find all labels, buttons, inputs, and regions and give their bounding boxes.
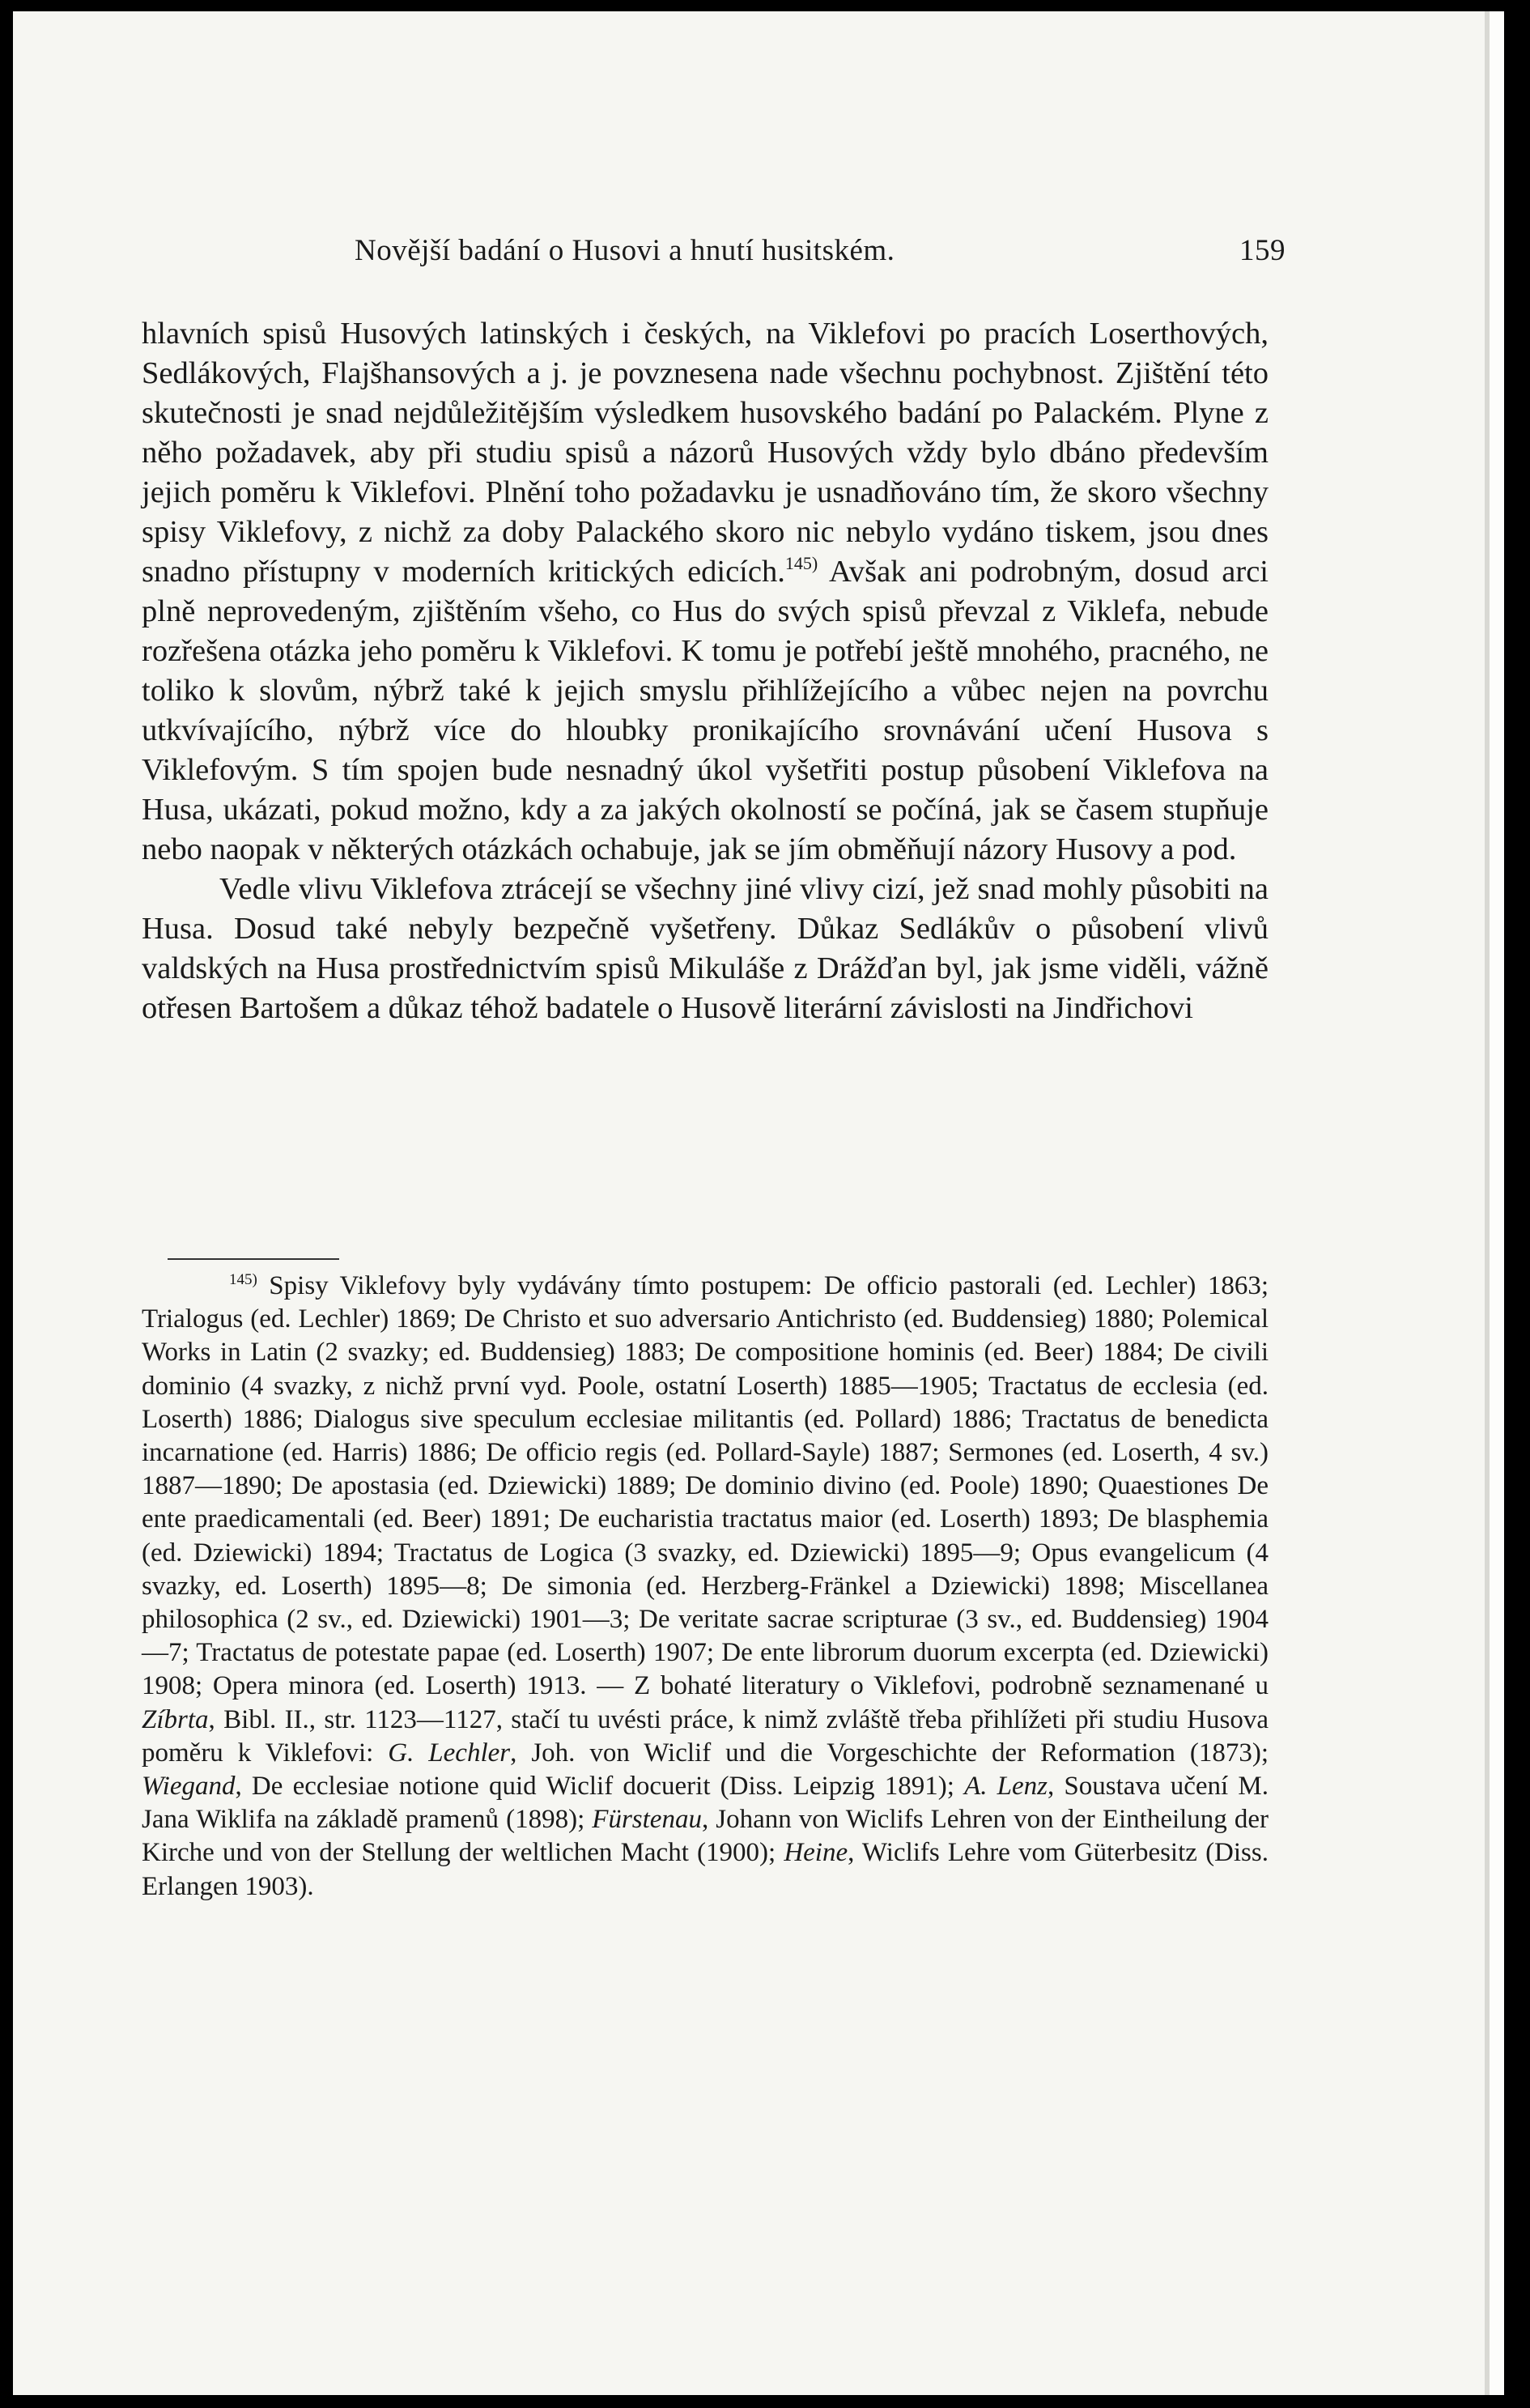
footnote-marker: 145) xyxy=(229,1271,257,1288)
footnote-145 xyxy=(142,1270,1269,1904)
author-heine: Heine xyxy=(784,1838,848,1868)
running-head: Novější badání o Husovi a hnutí husitském. xyxy=(355,234,895,267)
author-lenz: A. Lenz xyxy=(964,1772,1048,1802)
footnote-text-f: , Johann von Wiclifs Lehren von der Eintheilung der Kirche und von der Stellung der weltlichen Macht (1900); xyxy=(142,1805,1269,1868)
paragraph-1 xyxy=(142,314,1269,870)
footnote-text-d: , De ecclesiae notione quid Wiclif docuerit (Diss. Leipzig 1891); xyxy=(235,1772,965,1802)
page-number: 159 xyxy=(1239,234,1286,267)
page-header xyxy=(138,233,1287,282)
page-edge xyxy=(1490,11,1504,2395)
footnote-text-b: , Bibl. II., str. 1123—1127, stačí tu uvésti práce, k nimž zvláště třeba přihlížeti při studiu Husova poměru k Viklefovi: xyxy=(142,1704,1269,1768)
paragraph-2: Vedle vlivu Viklefova ztrácejí se všechny jiné vlivy cizí, jež snad mohly působiti na Husa. Dosud také nebyly bezpečně vyšetřeny. Důkaz Sedlákův o působení vlivů valdských na Husa prostřednictvím spisů Mikuláše z Drážďan byl, jak jsme viděli, vážně otřesen Bartošem a důkaz téhož badatele o Husově literární závislosti na Jindřichovi xyxy=(142,872,1269,1025)
author-zibrt: Zíbrta xyxy=(142,1704,209,1734)
footnote-text-g: , Wiclifs Lehre vom Güterbesitz (Diss. Erlangen 1903). xyxy=(142,1838,1269,1901)
main-text xyxy=(142,314,1269,1028)
footnote-text-c: , Joh. von Wiclif und die Vorgeschichte der Reformation (1873); xyxy=(510,1738,1269,1768)
author-wiegand: Wiegand xyxy=(142,1772,236,1802)
footnote-text-e: , Soustava učení M. Jana Wiklifa na základě pramenů (1898); xyxy=(142,1772,1269,1835)
paragraph-1-part-b: Avšak ani podrobným, dosud arci plně neprovedeným, zjištěním všeho, co Hus do svých spisů převzal z Viklefa, nebude rozřešena otázka jeho poměru k Viklefovi. K tomu je potřebí ještě mnohého, pracného, ne toliko k slovům, nýbrž také k jejich smyslu přihlížejícího a vůbec nejen na povrchu utkvívajícího, nýbrž více do hloubky pronikajícího srovnávání učení Husova s Viklefovým. S tím spojen bude nesnadný úkol vyšetřiti postup působení Viklefova na Husa, ukázati, pokud možno, kdy a za jakých okolností se počíná, jak se časem stupňuje nebo naopak v některých otázkách ochabuje, jak se jím obměňují názory Husovy a pod. xyxy=(142,555,1269,866)
author-lechler: G. Lechler xyxy=(388,1738,511,1768)
paragraph-1-part-a: hlavních spisů Husových latinských i českých, na Viklefovi po pracích Loserthových, Sedlákových, Flajšhansových a j. je povznesena nade všechnu pochybnost. Zjištění této skutečnosti je snad nejdůležitějším výsledkem husovského badání po Palackém. Plyne z něho požadavek, aby při studiu spisů a názorů Husových vždy bylo dbáno především jejich poměru k Viklefovi. Plnění toho požadavku je usnadňováno tím, že skoro všechny spisy Viklefovy, z nichž za doby Palackého skoro nic nebylo vydáno tiskem, jsou dnes snadno přístupny v moderních kritických edicích. xyxy=(142,317,1269,589)
author-furstenau: Fürstenau xyxy=(592,1805,702,1835)
footnote-text-a: Spisy Viklefovy byly vydávány tímto postupem: De officio pastorali (ed. Lechler) 1863; Trialogus (ed. Lechler) 1869; De Christo et suo adversario Antichristo (ed. Buddensieg) 1880; Polemical Works in Latin (2 svazky; ed. Buddensieg) 1883; De compositione hominis (ed. Beer) 1884; De civili dominio (4 svazky, z nichž první vyd. Poole, ostatní Loserth) 1885—1905; Tractatus de ecclesia (ed. Loserth) 1886; Dialogus sive speculum ecclesiae militantis (ed. Pollard) 1886; Tractatus de benedicta incarnatione (ed. Harris) 1886; De officio regis (ed. Pollard-Sayle) 1887; Sermones (ed. Loserth, 4 sv.) 1887—1890; De apostasia (ed. Dziewicki) 1889; De dominio divino (ed. Poole) 1890; Quaestiones De ente praedicamentali (ed. Beer) 1891; De eucharistia tractatus maior (ed. Loserth) 1893; De blasphemia (ed. Dziewicki) 1894; Tractatus de Logica (3 svazky, ed. Dziewicki) 1895—9; Opus evangelicum (4 svazky, ed. Loserth) 1895—8; De simonia (ed. Herzberg-Fränkel a Dziewicki) 1898; Miscellanea philosophica (2 sv., ed. Dziewicki) 1901—3; De veritate sacrae scripturae (3 sv., ed. Buddensieg) 1904—7; Tractatus de potestate papae (ed. Loserth) 1907; De ente librorum duorum excerpta (ed. Dziewicki) 1908; Opera minora (ed. Loserth) 1913. — Z bohaté literatury o Viklefovi, podrobně seznamenané u xyxy=(142,1271,1269,1701)
footnote-reference: 145) xyxy=(784,553,818,573)
footnote-divider xyxy=(168,1258,339,1260)
